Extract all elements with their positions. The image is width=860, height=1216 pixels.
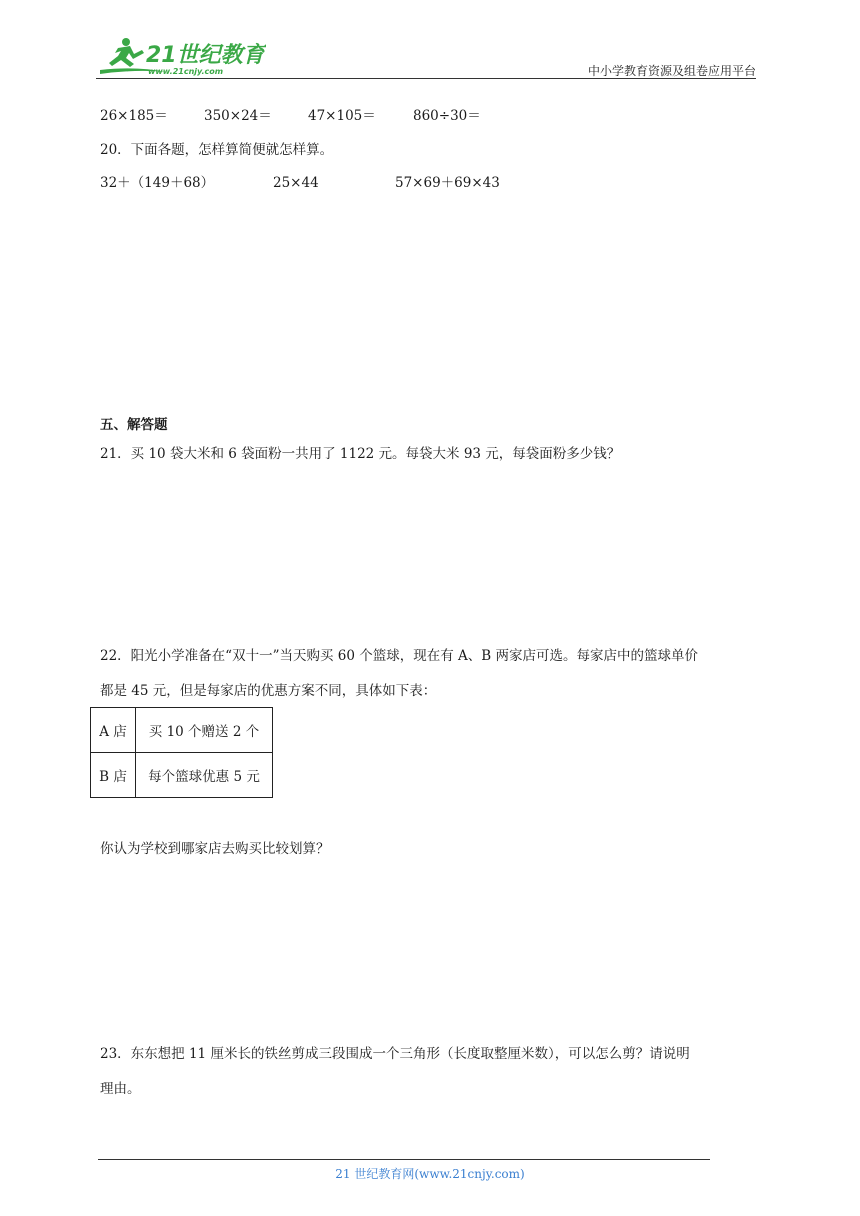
calc-item: 26×185＝ — [100, 108, 168, 124]
table-row — [91, 753, 273, 798]
question-21: 21．买 10 袋大米和 6 袋面粉一共用了 1122 元。每袋大米 93 元，每袋面粉多少钱？ — [100, 446, 621, 462]
calc-item: 350×24＝ — [204, 108, 272, 124]
header-divider — [96, 78, 756, 79]
question-23-line2: 理由。 — [100, 1081, 141, 1097]
table-row — [91, 708, 273, 753]
footer-divider — [98, 1159, 710, 1160]
discount-table — [90, 707, 273, 798]
footer-link[interactable]: 21 世纪教育网(www.21cnjy.com) — [335, 1167, 525, 1181]
table-cell: B 店 — [91, 753, 136, 798]
question-20-title: 20．下面各题，怎样算简便就怎样算。 — [100, 142, 334, 158]
svg-text:21世纪教育: 21世纪教育 — [146, 43, 265, 68]
question-22-line2: 都是 45 元，但是每家店的优惠方案不同，具体如下表： — [100, 683, 437, 699]
site-logo — [96, 36, 266, 80]
q20-item: 57×69＋69×43 — [395, 175, 500, 191]
header-tagline: 中小学教育资源及组卷应用平台 — [587, 64, 756, 78]
table-cell: A 店 — [91, 708, 136, 753]
question-23-line1: 23．东东想把 11 厘米长的铁丝剪成三段围成一个三角形（长度取整厘米数），可以怎么剪？请说明 — [100, 1046, 690, 1062]
calc-item: 47×105＝ — [308, 108, 376, 124]
q20-item: 25×44 — [273, 175, 319, 191]
section-title: 五、解答题 — [100, 417, 168, 433]
svg-text:www.21cnjy.com: www.21cnjy.com — [148, 67, 224, 76]
question-22-ask: 你认为学校到哪家店去购买比较划算？ — [100, 841, 330, 857]
question-22-line1: 22．阳光小学准备在“双十一”当天购买 60 个篮球，现在有 A、B 两家店可选。每家店中的篮球单价 — [100, 648, 698, 664]
table-cell: 每个篮球优惠 5 元 — [136, 753, 273, 798]
q20-item: 32＋（149＋68） — [100, 175, 215, 191]
calc-item: 860÷30＝ — [413, 108, 481, 124]
table-cell: 买 10 个赠送 2 个 — [136, 708, 273, 753]
runner-logo-icon — [96, 36, 266, 80]
